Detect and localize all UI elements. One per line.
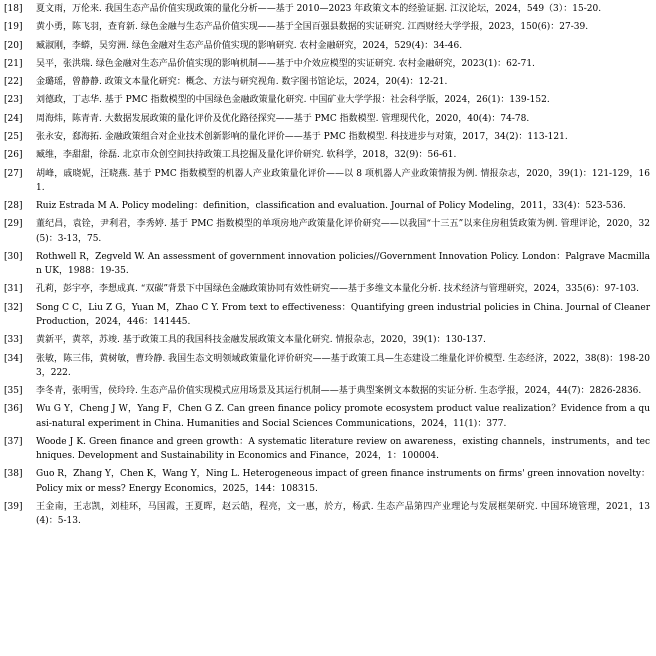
reference-number: [29] (4, 219, 23, 230)
reference-item (4, 199, 650, 213)
reference-text: 金璐瑶，曾静静. 政策文本量化研究：概念、方法与研究视角. 数字图书馆论坛，2024，20(4)：12-21. (36, 77, 448, 88)
reference-item (4, 2, 650, 16)
reference-number: [34] (4, 353, 23, 364)
reference-text: 胡峰，戚晓妮，汪晓燕. 基于 PMC 指数模型的机器人产业政策量化评价——以 8 项机器人产业政策情报为例. 情报杂志，2020，39(1)：121-129，161. (36, 168, 650, 193)
reference-text: 董纪昌，袁铨，尹利君，李秀婷. 基于 PMC 指数模型的单项房地产政策量化评价研究——以我国“十三五”以来住房租赁政策为例. 管理评论，2020，32(5)：3-13，75. (36, 219, 650, 244)
reference-number: [24] (4, 113, 23, 124)
reference-number: [18] (4, 4, 23, 14)
reference-item (4, 402, 650, 430)
reference-item (4, 384, 650, 398)
reference-item (4, 301, 650, 329)
reference-item (4, 333, 650, 347)
reference-item (4, 282, 650, 296)
reference-item (4, 112, 650, 126)
reference-number: [38] (4, 469, 23, 480)
reference-list (4, 2, 650, 528)
reference-number: [25] (4, 132, 23, 143)
reference-text: 张永安，郄海拓. 金融政策组合对企业技术创新影响的量化评价——基于 PMC 指数模型. 科技进步与对策，2017，34(2)：113-121. (36, 132, 568, 143)
reference-number: [26] (4, 150, 23, 161)
reference-text: Woode J K. Green finance and green growth：A systematic literature review on awareness，existing channels，instruments，and techniques. Development and Sustainability in Economics and Finance，2024，1：100004. (36, 436, 650, 462)
reference-item (4, 250, 650, 278)
reference-number: [39] (4, 501, 23, 512)
reference-number: [27] (4, 168, 23, 179)
reference-text: 王金南，王志凯，刘桂环，马国霞，王夏晖，赵云皓，程亮，文一惠，於方，杨武. 生态产品第四产业理论与发展框架研究. 中国环境管理，2021，13(4)：5-13. (36, 501, 650, 527)
reference-text: 黄新平，黄萃，苏竣. 基于政策工具的我国科技金融发展政策文本量化研究. 情报杂志，2020，39(1)：130-137. (36, 335, 486, 346)
reference-item (4, 435, 650, 463)
reference-item (4, 217, 650, 245)
reference-number: [22] (4, 77, 23, 88)
reference-text: Rothwell R，Zegveld W. An assessment of government innovation policies//Government Innovation Policy. London：Palgrave Macmillan UK，1988：19-35. (36, 251, 650, 277)
reference-text: Guo R，Zhang Y，Chen K，Wang Y，Ning L. Heterogeneous impact of green finance instruments on firms' green innovation novelty：Policy mix or mess? Energy Economics，2025，144：108315. (36, 469, 650, 494)
reference-number: [20] (4, 40, 23, 51)
reference-text: Wu G Y，Cheng J W，Yang F，Chen G Z. Can green finance policy promote ecosystem product value realization？Evidence from a quasi-natural experiment in China. Humanities and Social Sciences Communications，2024，11(1)：377. (36, 404, 650, 429)
reference-number: [31] (4, 284, 23, 295)
reference-number: [19] (4, 22, 23, 33)
reference-text: 夏文雨，万伦来. 我国生态产品价值实现政策的量化分析——基于 2010—2023 年政策文本的经验证据. 江汉论坛，2024，549（3）：15-20. (36, 4, 602, 14)
reference-item (4, 93, 650, 107)
reference-number: [33] (4, 335, 23, 346)
reference-text: 吴平，张洪瑞. 绿色金融对生态产品价值实现的影响机制——基于中介效应模型的实证研究. 农村金融研究，2023(1)：62-71. (36, 58, 535, 69)
reference-item (4, 130, 650, 144)
reference-text: 孔莉，彭宇亭，李想成真. “双碳”背景下中国绿色金融政策协同有效性研究——基于多维文本量化分析. 技术经济与管理研究，2024，335(6)：97-103. (36, 284, 640, 295)
reference-text: Ruiz Estrada M A. Policy modeling：definition，classification and evaluation. Journal of Policy Modeling，2011，33(4)：523-536. (36, 201, 626, 212)
reference-item (4, 57, 650, 71)
reference-text: Song C C，Liu Z G，Yuan M，Zhao C Y. From text to effectiveness：Quantifying green industrial policies in China. Journal of Cleaner Production，2024，446：141445. (36, 302, 650, 327)
reference-text: 李冬青，张明雪，侯玲玲. 生态产品价值实现模式应用场景及其运行机制——基于典型案例文本数据的实证分析. 生态学报，2024，44(7)：2826-2836. (36, 386, 642, 397)
reference-item (4, 500, 650, 528)
reference-item (4, 467, 650, 495)
reference-item (4, 39, 650, 53)
reference-number: [35] (4, 386, 23, 397)
reference-text: 刘德政，丁志华. 基于 PMC 指数模型的中国绿色金融政策量化研究. 中国矿业大学学报：社会科学版，2024，26(1)：139-152. (36, 95, 550, 106)
reference-item (4, 20, 650, 34)
reference-text: 臧维，李甜甜，徐磊. 北京市众创空间扶持政策工具挖掘及量化评价研究. 软科学，2018，32(9)：56-61. (36, 150, 457, 161)
reference-number: [23] (4, 95, 23, 106)
reference-item (4, 148, 650, 162)
reference-text: 黄小勇，陈飞羽，查育新. 绿色金融与生态产品价值实现——基于全国百强县数据的实证研究. 江西财经大学学报，2023，150(6)：27-39. (36, 22, 589, 33)
reference-number: [32] (4, 302, 23, 313)
reference-number: [36] (4, 404, 23, 415)
reference-number: [30] (4, 251, 23, 262)
reference-number: [21] (4, 58, 23, 69)
reference-text: 张敏，陈三伟，黄树敏，曹玲静. 我国生态文明领域政策量化评价研究——基于政策工具—生态建设二维量化评价模型. 生态经济，2022，38(8)：198-203，222. (36, 353, 650, 378)
reference-number: [37] (4, 436, 23, 447)
reference-item (4, 75, 650, 89)
reference-number: [28] (4, 201, 23, 212)
reference-item (4, 352, 650, 380)
reference-text: 周海炜，陈青青. 大数据发展政策的量化评价及优化路径探究——基于 PMC 指数模型. 管理现代化，2020，40(4)：74-78. (36, 113, 530, 124)
reference-text: 臧淑刚，李蟒，吴穷洲. 绿色金融对生态产品价值实现的影响研究. 农村金融研究，2024，529(4)：34-46. (36, 40, 463, 51)
reference-item (4, 167, 650, 195)
